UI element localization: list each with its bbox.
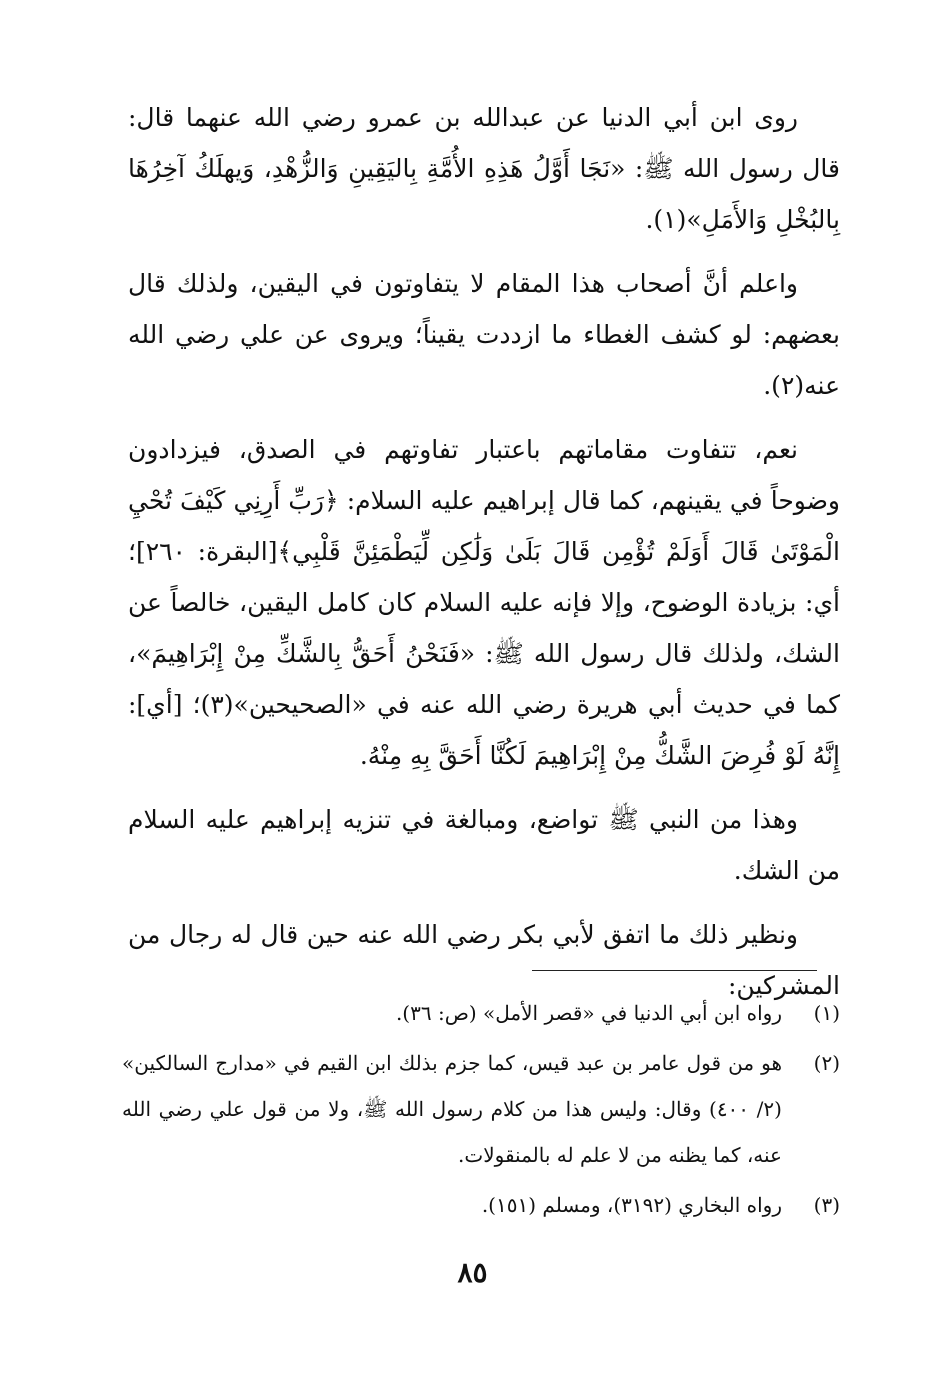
footnote-3 <box>122 1182 840 1228</box>
footnote-text: رواه البخاري (٣١٩٢)، ومسلم (١٥١). <box>481 1193 782 1217</box>
footnote-separator <box>532 970 817 971</box>
paragraph-2: واعلم أنَّ أصحاب هذا المقام لا يتفاوتون في اليقين، ولذلك قال بعضهم: لو كشف الغطاء ما ازددت يقيناً؛ ويروى عن علي رضي الله عنه(٢). <box>128 269 840 400</box>
footnote-2 <box>122 1040 840 1178</box>
paragraph-5: ونظير ذلك ما اتفق لأبي بكر رضي الله عنه حين قال له رجال من المشركين: <box>128 920 840 1000</box>
paragraph-3: نعم، تتفاوت مقاماتهم باعتبار تفاوتهم في الصدق، فيزدادون وضوحاً في يقينهم، كما قال إبراهيم عليه السلام: ﴿رَبِّ أَرِنِي كَيْفَ تُحْيِ الْمَوْتَىٰ قَالَ أَوَلَمْ تُؤْمِن قَالَ بَلَىٰ وَلَٰكِن لِّيَطْمَئِنَّ قَلْبِي﴾[البقرة: ٢٦٠]؛ أي: بزيادة الوضوح، وإلا فإنه عليه السلام كان كامل اليقين، خالصاً عن الشك، ولذلك قال رسول الله ﷺ: «فَنَحْنُ أَحَقُّ بِالشَّكِّ مِنْ إِبْرَاهِيمَ»، كما في حديث أبي هريرة رضي الله عنه في «الصحيحين»(٣)؛ [أي]: إِنَّهُ لَوْ فُرِضَ الشَّكُّ مِنْ إِبْرَاهِيمَ لَكُنَّا أَحَقَّ بِهِ مِنْهُ. <box>128 435 841 770</box>
main-text <box>128 92 840 1024</box>
paragraph-4: وهذا من النبي ﷺ تواضع، ومبالغة في تنزيه إبراهيم عليه السلام من الشك. <box>128 805 840 885</box>
footnote-text: هو من قول عامر بن عبد قيس، كما جزم بذلك ابن القيم في «مدارج السالكين» (٢/ ٤٠٠) وقال: وليس هذا من كلام رسول الله ﷺ، ولا من قول علي رضي الله عنه، كما يظنه من لا علم له بالمنقولات. <box>122 1051 782 1167</box>
footnote-number: (٣) <box>813 1193 840 1217</box>
footnote-1 <box>122 990 840 1036</box>
page-number: ٨٥ <box>457 1256 488 1289</box>
footnote-text: رواه ابن أبي الدنيا في «قصر الأمل» (ص: ٣٦). <box>395 1001 782 1025</box>
footnote-number: (١) <box>813 1001 840 1025</box>
footnote-number: (٢) <box>813 1051 840 1075</box>
paragraph-1: روى ابن أبي الدنيا عن عبدالله بن عمرو رضي الله عنهما قال: قال رسول الله ﷺ: «نَجَا أَوَّلُ هَذِهِ الأُمَّةِ بِاليَقِينِ وَالزُّهْدِ، وَيهلَكُ آخِرُهَا بِالبُخْلِ وَالأَمَلِ»(١). <box>128 103 840 234</box>
footnotes <box>122 990 840 1232</box>
